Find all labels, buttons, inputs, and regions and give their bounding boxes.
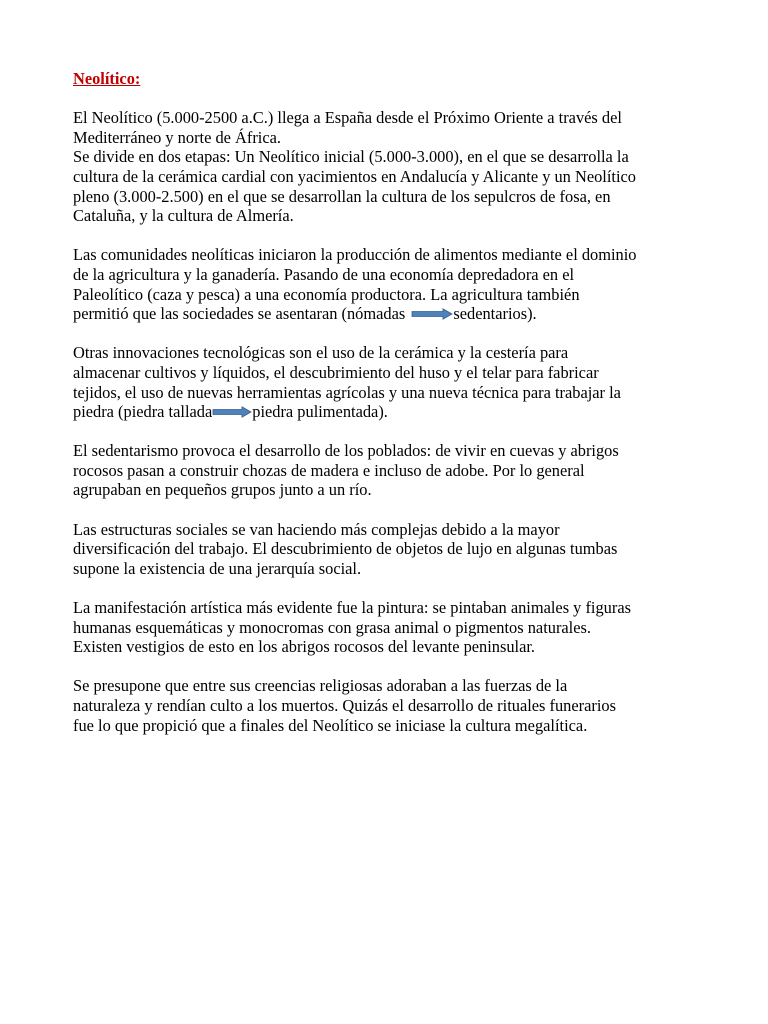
paragraph-beliefs: [73, 676, 703, 735]
text-line: fue lo que propició que a finales del Neolítico se iniciase la cultura megalítica.: [73, 715, 588, 735]
text-segment: piedra (piedra tallada: [73, 402, 213, 422]
text-line: de la agricultura y la ganadería. Pasando de una economía depredadora en el: [73, 264, 575, 284]
paragraph-art: [73, 598, 703, 657]
text-line: Mediterráneo y norte de África.: [73, 127, 281, 147]
text-line: Cataluña, y la cultura de Almería.: [73, 206, 294, 226]
text-line: [73, 304, 703, 324]
text-line: Paleolítico (caza y pesca) a una economía productora. La agricultura también: [73, 284, 580, 304]
text-line: El Neolítico (5.000-2500 a.C.) llega a España desde el Próximo Oriente a través del: [73, 108, 622, 128]
text-segment: sedentarios).: [453, 304, 537, 324]
paragraph-innovations: [73, 343, 703, 421]
paragraph-economy: [73, 245, 703, 323]
text-line: Las comunidades neolíticas iniciaron la producción de alimentos mediante el dominio: [73, 245, 637, 265]
text-line: tejidos, el uso de nuevas herramientas agrícolas y una nueva técnica para trabajar la: [73, 382, 621, 402]
right-arrow-icon: [411, 308, 453, 320]
text-line: supone la existencia de una jerarquía social.: [73, 558, 362, 578]
text-line: pleno (3.000-2.500) en el que se desarrollan la cultura de los sepulcros de fosa, en: [73, 186, 611, 206]
paragraph-settlements: [73, 441, 703, 500]
text-line: cultura de la cerámica cardial con yacimientos en Andalucía y Alicante y un Neolítico: [73, 166, 636, 186]
paragraph-social: [73, 520, 703, 579]
text-line: almacenar cultivos y líquidos, el descubrimiento del huso y el telar para fabricar: [73, 362, 599, 382]
text-segment: piedra pulimentada).: [252, 402, 388, 422]
text-line: [73, 402, 703, 422]
text-line: Existen vestigios de esto en los abrigos rocosos del levante peninsular.: [73, 637, 536, 657]
text-line: diversificación del trabajo. El descubrimiento de objetos de lujo en algunas tumbas: [73, 539, 618, 559]
paragraph-intro: [73, 108, 703, 226]
text-line: La manifestación artística más evidente fue la pintura: se pintaban animales y figuras: [73, 598, 631, 618]
text-line: agrupaban en pequeños grupos junto a un río.: [73, 480, 372, 500]
page-title: Neolítico:: [73, 69, 141, 88]
text-line: Las estructuras sociales se van haciendo más complejas debido a la mayor: [73, 519, 560, 539]
text-line: Otras innovaciones tecnológicas son el uso de la cerámica y la cestería para: [73, 343, 569, 363]
text-line: rocosos pasan a construir chozas de madera e incluso de adobe. Por lo general: [73, 460, 585, 480]
document-page: [73, 69, 703, 755]
text-segment: permitió que las sociedades se asentaran (nómadas: [73, 304, 410, 324]
text-line: Se presupone que entre sus creencias religiosas adoraban a las fuerzas de la: [73, 676, 568, 696]
right-arrow-icon: [212, 406, 252, 418]
text-line: Se divide en dos etapas: Un Neolítico inicial (5.000-3.000), en el que se desarrolla la: [73, 147, 629, 167]
text-line: naturaleza y rendían culto a los muertos. Quizás el desarrollo de rituales funerarios: [73, 696, 616, 715]
text-line: humanas esquemáticas y monocromas con grasa animal o pigmentos naturales.: [73, 617, 591, 637]
text-line: El sedentarismo provoca el desarrollo de los poblados: de vivir en cuevas y abrigos: [73, 441, 619, 461]
